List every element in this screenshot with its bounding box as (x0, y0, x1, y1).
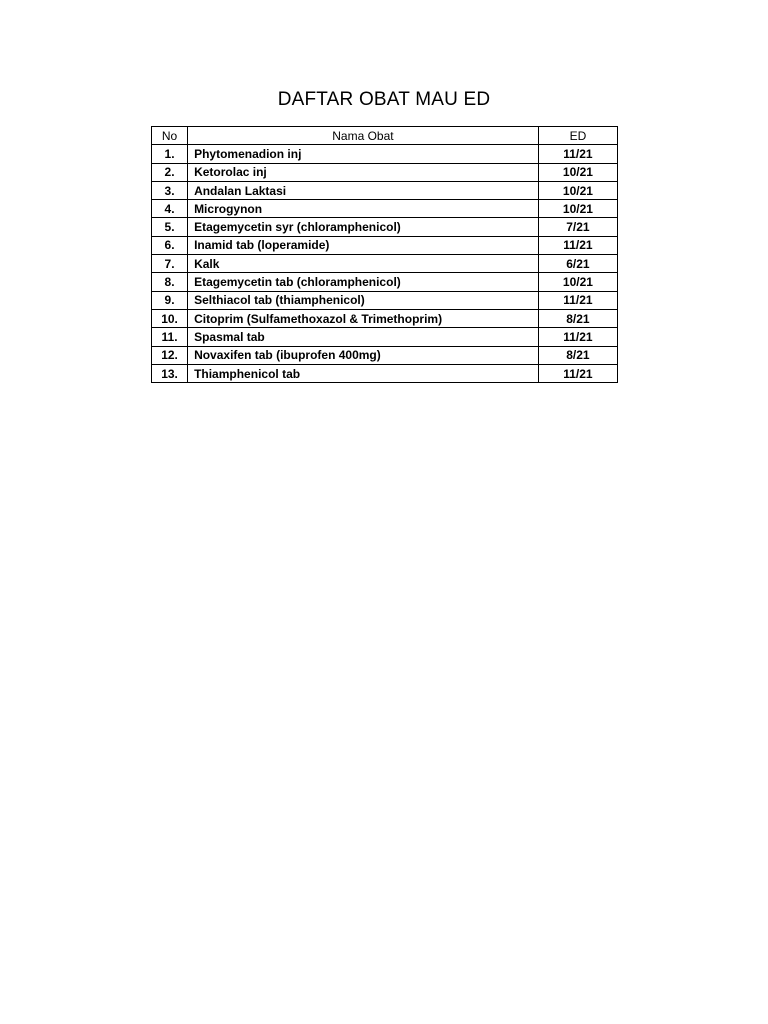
expiry-date: 10/21 (538, 163, 617, 181)
row-number: 10. (152, 309, 188, 327)
expiry-date: 11/21 (538, 291, 617, 309)
column-header-drug-name: Nama Obat (188, 127, 539, 145)
row-number: 11. (152, 328, 188, 346)
table-header-row (152, 127, 618, 145)
row-number: 7. (152, 255, 188, 273)
row-number: 5. (152, 218, 188, 236)
drug-name: Inamid tab (loperamide) (188, 236, 539, 254)
expiry-date: 10/21 (538, 200, 617, 218)
table-row (152, 364, 618, 382)
row-number: 1. (152, 145, 188, 163)
expiry-date: 8/21 (538, 346, 617, 364)
drug-name: Etagemycetin tab (chloramphenicol) (188, 273, 539, 291)
expiry-date: 11/21 (538, 145, 617, 163)
expiry-date: 11/21 (538, 364, 617, 382)
expiry-date: 6/21 (538, 255, 617, 273)
drug-name: Phytomenadion inj (188, 145, 539, 163)
drug-expiry-table (151, 126, 618, 383)
drug-name: Thiamphenicol tab (188, 364, 539, 382)
expiry-date: 11/21 (538, 328, 617, 346)
drug-name: Microgynon (188, 200, 539, 218)
expiry-date: 7/21 (538, 218, 617, 236)
drug-name: Ketorolac inj (188, 163, 539, 181)
table-row (152, 291, 618, 309)
table-row (152, 200, 618, 218)
drug-name: Citoprim (Sulfamethoxazol & Trimethoprim) (188, 309, 539, 327)
table-row (152, 346, 618, 364)
row-number: 6. (152, 236, 188, 254)
table-row (152, 255, 618, 273)
table-row (152, 218, 618, 236)
row-number: 12. (152, 346, 188, 364)
row-number: 4. (152, 200, 188, 218)
page-title: DAFTAR OBAT MAU ED (277, 89, 491, 110)
expiry-date: 10/21 (538, 273, 617, 291)
row-number: 8. (152, 273, 188, 291)
drug-name: Etagemycetin syr (chloramphenicol) (188, 218, 539, 236)
drug-name: Andalan Laktasi (188, 181, 539, 199)
expiry-date: 8/21 (538, 309, 617, 327)
table-row (152, 236, 618, 254)
column-header-no: No (152, 127, 188, 145)
row-number: 2. (152, 163, 188, 181)
drug-name: Selthiacol tab (thiamphenicol) (188, 291, 539, 309)
drug-name: Kalk (188, 255, 539, 273)
drug-name: Novaxifen tab (ibuprofen 400mg) (188, 346, 539, 364)
table-row (152, 309, 618, 327)
table-row (152, 181, 618, 199)
table-row (152, 163, 618, 181)
table-row (152, 145, 618, 163)
row-number: 13. (152, 364, 188, 382)
table-row (152, 328, 618, 346)
row-number: 9. (152, 291, 188, 309)
drug-name: Spasmal tab (188, 328, 539, 346)
row-number: 3. (152, 181, 188, 199)
column-header-expiry-date: ED (538, 127, 617, 145)
expiry-date: 11/21 (538, 236, 617, 254)
table-row (152, 273, 618, 291)
expiry-date: 10/21 (538, 181, 617, 199)
